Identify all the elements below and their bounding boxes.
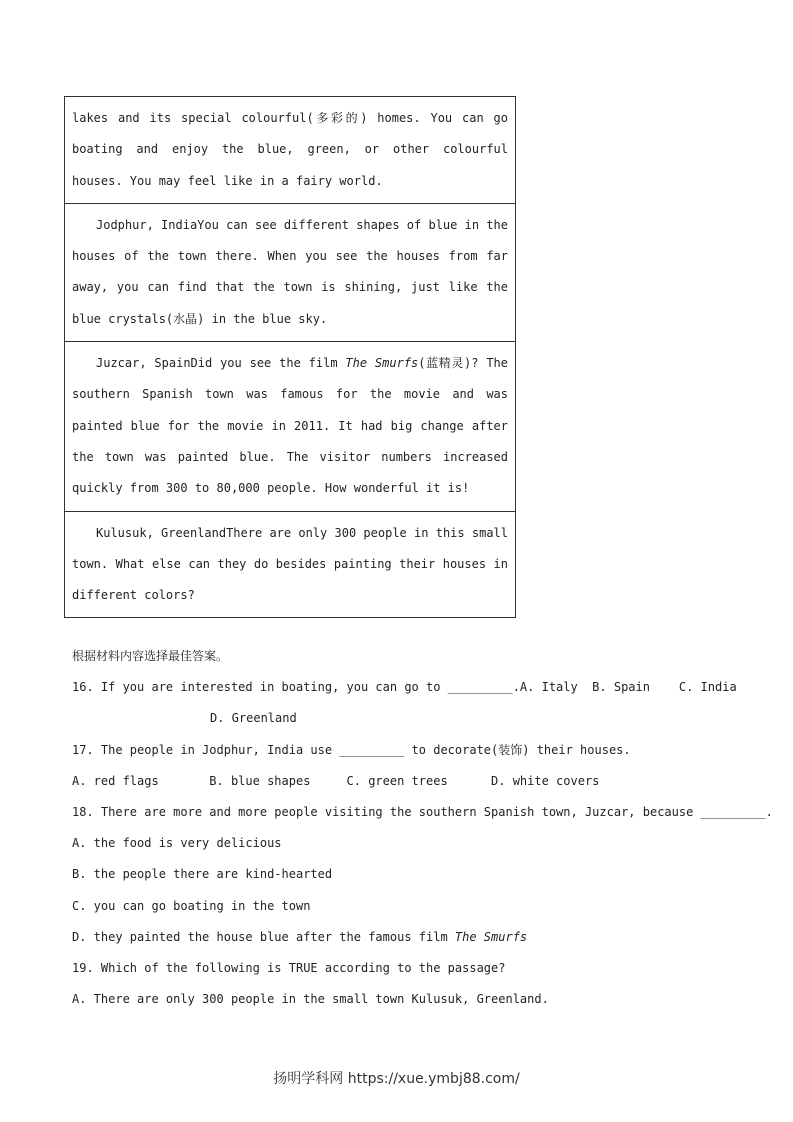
instruction: 根据材料内容选择最佳答案。 [72, 649, 229, 663]
question-18-option-a: A. the food is very delicious [72, 836, 282, 851]
passage-text-1: lakes and its special colourful(多彩的) homes. You can go boating and enjoy the blue, green, or other colourful houses. You may feel like in a fairy world. [72, 111, 508, 188]
passage-cell-1 [65, 97, 515, 203]
passage-cell-4 [65, 511, 515, 618]
question-16-stem: 16. If you are interested in boating, you can go to _________.A. Italy B. Spain C. India [72, 680, 737, 695]
question-16-option-d: D. Greenland [210, 711, 297, 726]
questions-section [72, 641, 773, 1015]
passage-text-3 [72, 348, 508, 504]
passage-cell-2 [65, 203, 515, 341]
passage-text-2: Jodphur, IndiaYou can see different shapes of blue in the houses of the town there. When you see the houses from far away, you can find that the town is shining, just like the blue crystals(水晶) in the blue sky. [72, 217, 508, 326]
question-18-option-d-text: D. they painted the house blue after the famous film [72, 929, 455, 944]
question-18-option-c: C. you can go boating in the town [72, 898, 311, 913]
passage-table [64, 96, 516, 618]
question-18-option-d [72, 922, 732, 953]
question-18-stem: 18. There are more and more people visiting the southern Spanish town, Juzcar, because _________. [72, 805, 773, 820]
question-18-option-b: B. the people there are kind-hearted [72, 867, 333, 882]
passage-3-intro: Juzcar, SpainDid you see the film [96, 356, 346, 371]
passage-cell-3 [65, 341, 515, 510]
footer-watermark: 扬明学科网 https://xue.ymbj88.com/ [273, 1071, 520, 1087]
film-title: The Smurfs [345, 356, 419, 371]
question-19-option-a: A. There are only 300 people in the small town Kulusuk, Greenland. [72, 992, 549, 1007]
question-18-film-title: The Smurfs [454, 929, 528, 944]
question-17-stem: 17. The people in Jodphur, India use _________ to decorate(装饰) their houses. [72, 742, 631, 757]
question-17-options: A. red flags B. blue shapes C. green trees D. white covers [72, 773, 600, 788]
passage-text-4: Kulusuk, GreenlandThere are only 300 people in this small town. What else can they do besides painting their houses in different colors? [72, 525, 508, 603]
question-19-stem: 19. Which of the following is TRUE according to the passage? [72, 961, 506, 976]
passage-3-body: (蓝精灵)? The southern Spanish town was famous for the movie and was painted blue for the movie in 2011. It had big change after the town was painted blue. The visitor numbers increased quickly from 300 to 80,000 people. How wonderful it is! [72, 356, 508, 496]
